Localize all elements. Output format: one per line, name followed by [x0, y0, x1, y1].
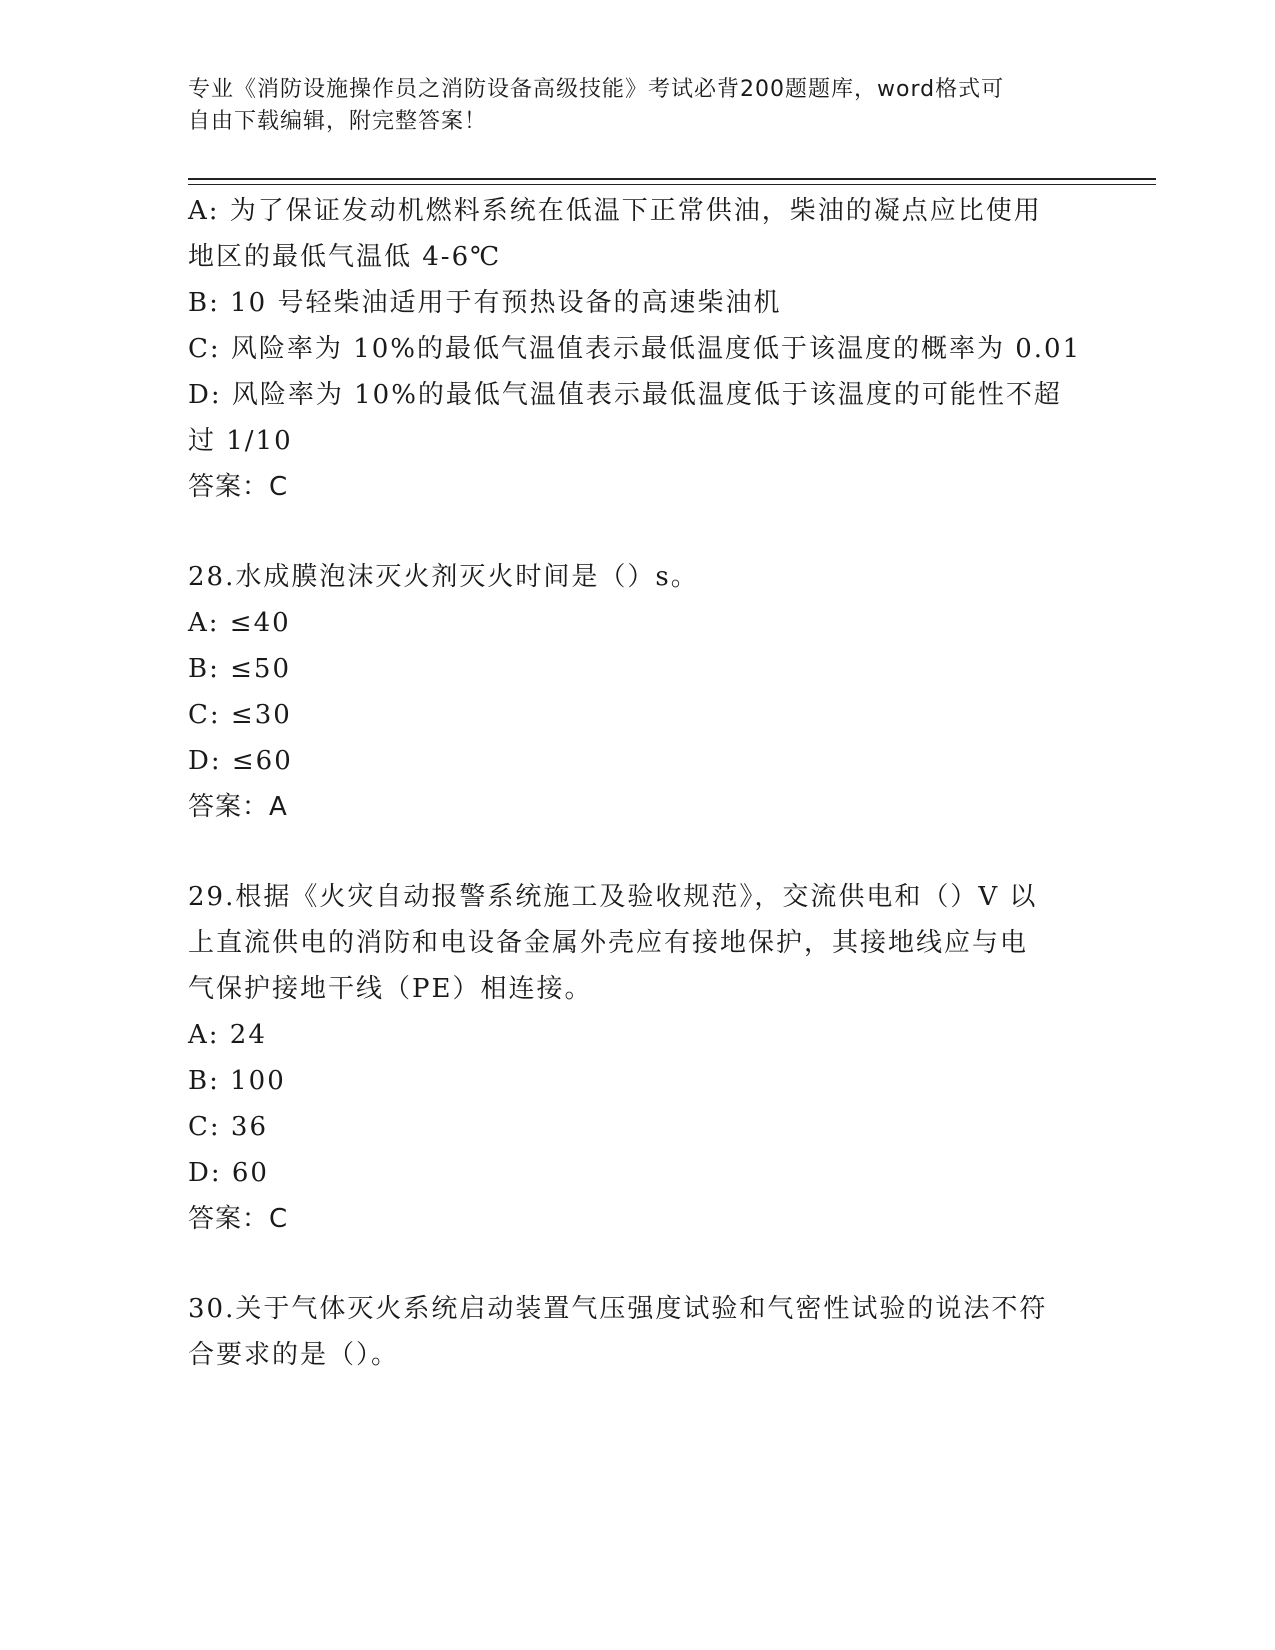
- q27-option-d-line-2: 过 1/10: [188, 426, 293, 456]
- question-29-block: [188, 874, 1088, 1242]
- q29-option-c: C: 36: [188, 1112, 269, 1142]
- q27-answer: 答案：C: [188, 472, 289, 502]
- question-28-block: [188, 554, 1088, 830]
- q29-question-line-1: 29.根据《火灾自动报警系统施工及验收规范》，交流供电和（）V 以: [188, 882, 1038, 912]
- q29-question-line-2: 上直流供电的消防和电设备金属外壳应有接地保护，其接地线应与电: [188, 928, 1029, 958]
- q29-option-a: A: 24: [188, 1020, 267, 1050]
- q30-question-line-2: 合要求的是（）。: [188, 1340, 400, 1370]
- q28-question: 28.水成膜泡沫灭火剂灭火时间是（）s。: [188, 562, 699, 592]
- q27-option-a-line-1: A: 为了保证发动机燃料系统在低温下正常供油，柴油的凝点应比使用: [188, 196, 1042, 226]
- q30-question-line-1: 30.关于气体灭火系统启动装置气压强度试验和气密性试验的说法不符: [188, 1294, 1048, 1324]
- question-27-block: [188, 188, 1088, 510]
- question-list: [188, 188, 1088, 1378]
- q29-question-line-3: 气保护接地干线（PE）相连接。: [188, 974, 593, 1004]
- q27-option-a-line-2: 地区的最低气温低 4-6℃: [188, 242, 502, 272]
- header-divider-thin: [188, 184, 1156, 185]
- spacer: [188, 1242, 1088, 1286]
- header-divider-thick: [188, 178, 1156, 180]
- q28-option-c: C: ≤30: [188, 700, 292, 730]
- q29-answer: 答案：C: [188, 1204, 289, 1234]
- q27-option-b: B: 10 号轻柴油适用于有预热设备的高速柴油机: [188, 288, 782, 318]
- spacer: [188, 830, 1088, 874]
- q28-option-b: B: ≤50: [188, 654, 291, 684]
- document-header: [188, 74, 1088, 138]
- q29-option-b: B: 100: [188, 1066, 286, 1096]
- q28-option-d: D: ≤60: [188, 746, 293, 776]
- question-30-block: [188, 1286, 1088, 1378]
- q29-option-d: D: 60: [188, 1158, 269, 1188]
- spacer: [188, 510, 1088, 554]
- q28-option-a: A: ≤40: [188, 608, 291, 638]
- q27-option-d-line-1: D: 风险率为 10%的最低气温值表示最低温度低于该温度的可能性不超: [188, 380, 1062, 410]
- q27-option-c: C: 风险率为 10%的最低气温值表示最低温度低于该温度的概率为 0.01: [188, 334, 1082, 364]
- header-title-line-1: 专业《消防设施操作员之消防设备高级技能》考试必背200题题库，word格式可: [188, 77, 1005, 102]
- header-title-line-2: 自由下载编辑，附完整答案！: [188, 109, 488, 134]
- q28-answer: 答案：A: [188, 792, 288, 822]
